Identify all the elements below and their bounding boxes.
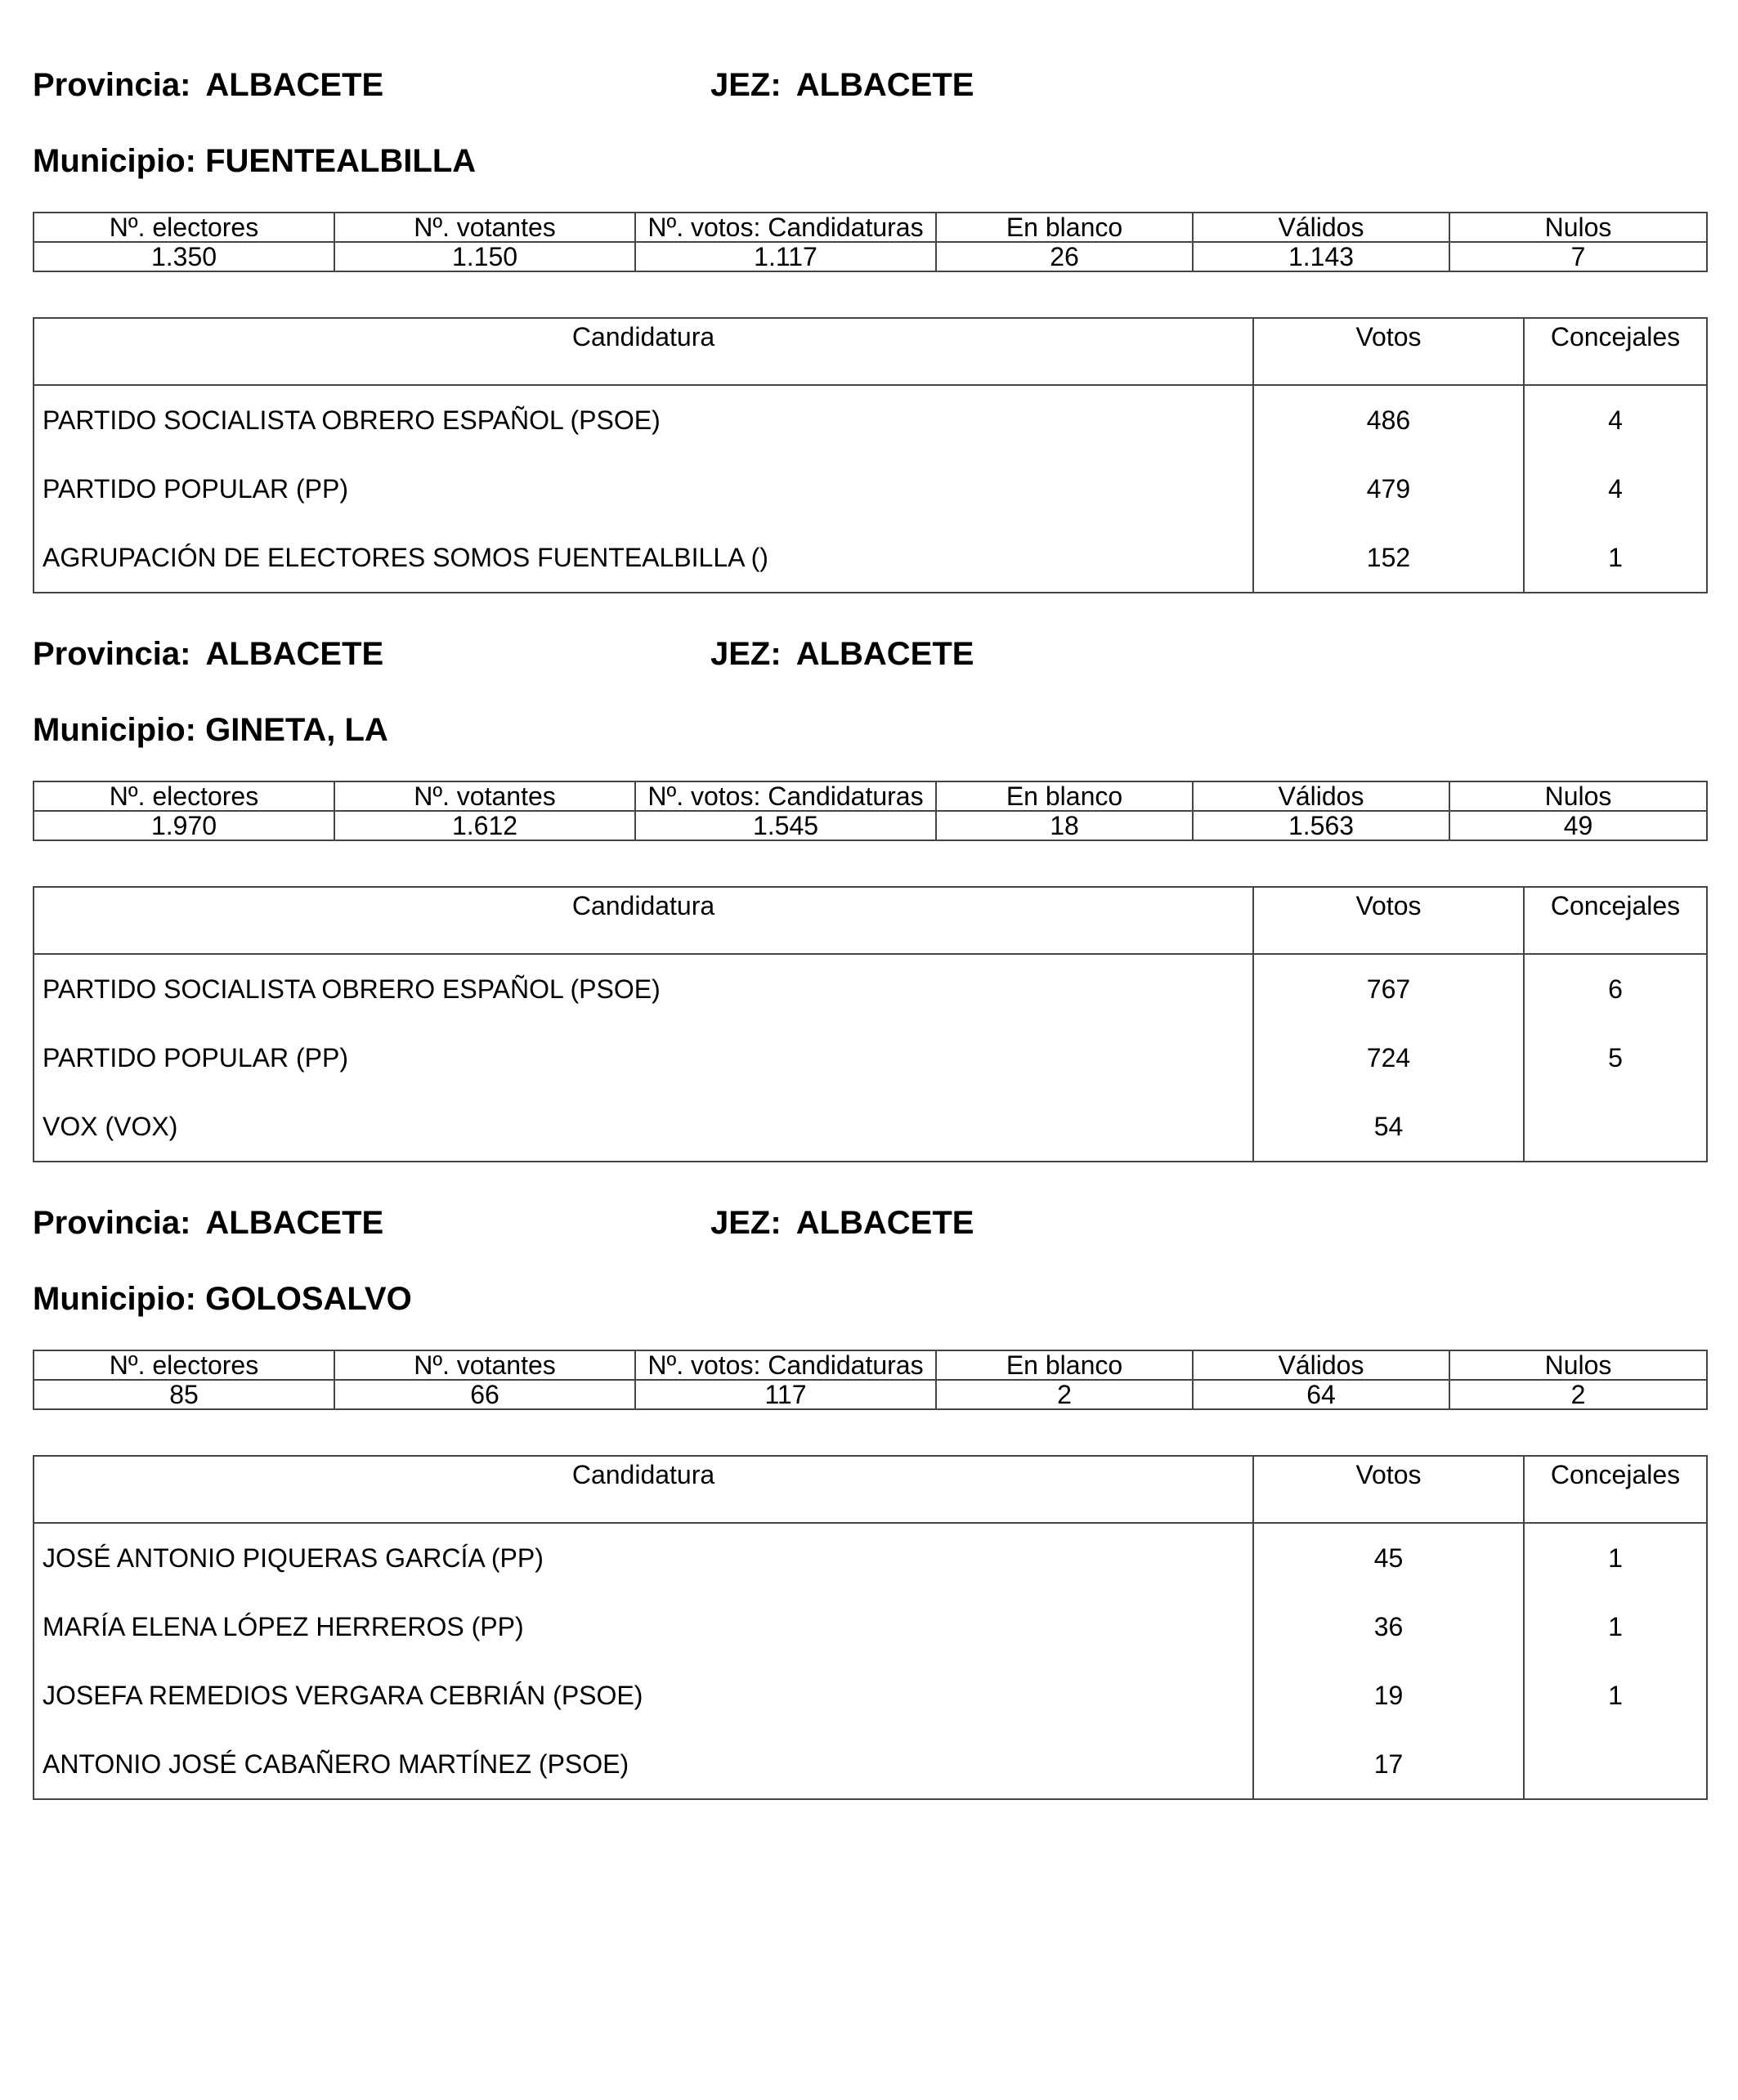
- summary-table: [33, 212, 1708, 272]
- candidate-name: VOX (VOX): [34, 1092, 1253, 1162]
- summary-header: Nº. votantes: [334, 781, 635, 811]
- table-row: [34, 1592, 1707, 1661]
- results-header: Concejales: [1524, 318, 1707, 385]
- summary-value: 66: [334, 1380, 635, 1409]
- jez-value: ALBACETE: [795, 67, 974, 103]
- results-header: Candidatura: [34, 1456, 1253, 1523]
- summary-table: [33, 781, 1708, 841]
- municipio-line: [33, 145, 476, 177]
- summary-value: 1.563: [1193, 811, 1449, 840]
- table-row: [34, 1023, 1707, 1092]
- candidate-seats: [1524, 1092, 1707, 1162]
- candidate-name: PARTIDO POPULAR (PP): [34, 454, 1253, 523]
- jez-label: JEZ:: [710, 1205, 782, 1241]
- summary-value: 1.612: [334, 811, 635, 840]
- candidate-seats: 4: [1524, 454, 1707, 523]
- summary-header-row: [34, 213, 1707, 242]
- summary-value: 1.143: [1193, 242, 1449, 271]
- results-header: Candidatura: [34, 887, 1253, 954]
- candidate-votes: 767: [1253, 954, 1524, 1023]
- summary-header: Nulos: [1449, 781, 1707, 811]
- jez-value: ALBACETE: [795, 1205, 974, 1241]
- candidate-votes: 19: [1253, 1661, 1524, 1730]
- table-row: [34, 1092, 1707, 1162]
- municipio-label: Municipio:: [33, 143, 196, 179]
- jez-value: ALBACETE: [795, 636, 974, 672]
- summary-header: En blanco: [936, 1350, 1193, 1380]
- candidate-seats: 5: [1524, 1023, 1707, 1092]
- candidate-votes: 486: [1253, 385, 1524, 454]
- results-header-row: [34, 887, 1707, 954]
- candidate-name: PARTIDO POPULAR (PP): [34, 1023, 1253, 1092]
- summary-value: 1.117: [635, 242, 936, 271]
- summary-header: Válidos: [1193, 1350, 1449, 1380]
- candidate-name: PARTIDO SOCIALISTA OBRERO ESPAÑOL (PSOE): [34, 385, 1253, 454]
- summary-header: Nº. electores: [34, 213, 334, 242]
- summary-value: 117: [635, 1380, 936, 1409]
- summary-value: 2: [936, 1380, 1193, 1409]
- results-header: Votos: [1253, 887, 1524, 954]
- results-header: Votos: [1253, 318, 1524, 385]
- jez-label: JEZ:: [710, 636, 782, 672]
- results-header-row: [34, 318, 1707, 385]
- candidate-name: AGRUPACIÓN DE ELECTORES SOMOS FUENTEALBILLA (): [34, 523, 1253, 593]
- summary-header: Nº. votantes: [334, 213, 635, 242]
- results-header: Candidatura: [34, 318, 1253, 385]
- results-table: [33, 317, 1708, 593]
- summary-header-row: [34, 1350, 1707, 1380]
- results-table: [33, 886, 1708, 1162]
- table-row: [34, 454, 1707, 523]
- summary-header: Válidos: [1193, 213, 1449, 242]
- summary-header: Nº. votos: Candidaturas: [635, 781, 936, 811]
- results-header-row: [34, 1456, 1707, 1523]
- candidate-votes: 724: [1253, 1023, 1524, 1092]
- table-row: [34, 1523, 1707, 1592]
- summary-value-row: [34, 811, 1707, 840]
- candidate-seats: 6: [1524, 954, 1707, 1023]
- candidate-votes: 479: [1253, 454, 1524, 523]
- municipio-label: Municipio:: [33, 1281, 196, 1317]
- provincia-value: ALBACETE: [205, 1205, 384, 1241]
- results-header: Concejales: [1524, 887, 1707, 954]
- summary-value-row: [34, 242, 1707, 271]
- candidate-name: PARTIDO SOCIALISTA OBRERO ESPAÑOL (PSOE): [34, 954, 1253, 1023]
- summary-header: En blanco: [936, 213, 1193, 242]
- summary-header: Nº. votos: Candidaturas: [635, 1350, 936, 1380]
- municipio-value: GOLOSALVO: [205, 1281, 412, 1317]
- summary-header: Nº. electores: [34, 781, 334, 811]
- summary-header: Nulos: [1449, 1350, 1707, 1380]
- provincia-line: [33, 638, 383, 670]
- candidate-name: JOSEFA REMEDIOS VERGARA CEBRIÁN (PSOE): [34, 1661, 1253, 1730]
- municipio-label: Municipio:: [33, 712, 196, 748]
- provincia-label: Provincia:: [33, 1205, 191, 1241]
- summary-table: [33, 1350, 1708, 1410]
- candidate-votes: 36: [1253, 1592, 1524, 1661]
- summary-value: 64: [1193, 1380, 1449, 1409]
- summary-value: 1.150: [334, 242, 635, 271]
- summary-value: 1.350: [34, 242, 334, 271]
- provincia-label: Provincia:: [33, 67, 191, 103]
- results-table: [33, 1455, 1708, 1800]
- candidate-name: ANTONIO JOSÉ CABAÑERO MARTÍNEZ (PSOE): [34, 1730, 1253, 1799]
- candidate-seats: [1524, 1730, 1707, 1799]
- candidate-votes: 45: [1253, 1523, 1524, 1592]
- provincia-label: Provincia:: [33, 636, 191, 672]
- summary-value: 49: [1449, 811, 1707, 840]
- summary-header: Nº. votos: Candidaturas: [635, 213, 936, 242]
- summary-value: 2: [1449, 1380, 1707, 1409]
- table-row: [34, 1661, 1707, 1730]
- summary-header: Nº. electores: [34, 1350, 334, 1380]
- provincia-value: ALBACETE: [205, 636, 384, 672]
- summary-header: Nulos: [1449, 213, 1707, 242]
- candidate-name: MARÍA ELENA LÓPEZ HERREROS (PP): [34, 1592, 1253, 1661]
- summary-header: Válidos: [1193, 781, 1449, 811]
- summary-value: 1.545: [635, 811, 936, 840]
- municipio-value: FUENTEALBILLA: [205, 143, 477, 179]
- municipio-line: [33, 1283, 412, 1315]
- summary-value: 7: [1449, 242, 1707, 271]
- table-row: [34, 1730, 1707, 1799]
- results-header: Votos: [1253, 1456, 1524, 1523]
- jez-line: [710, 69, 974, 101]
- candidate-seats: 1: [1524, 1592, 1707, 1661]
- municipio-value: GINETA, LA: [205, 712, 388, 748]
- table-row: [34, 523, 1707, 593]
- candidate-seats: 1: [1524, 1661, 1707, 1730]
- jez-line: [710, 638, 974, 670]
- candidate-seats: 4: [1524, 385, 1707, 454]
- jez-label: JEZ:: [710, 67, 782, 103]
- summary-value: 18: [936, 811, 1193, 840]
- table-row: [34, 954, 1707, 1023]
- candidate-votes: 54: [1253, 1092, 1524, 1162]
- candidate-votes: 17: [1253, 1730, 1524, 1799]
- candidate-name: JOSÉ ANTONIO PIQUERAS GARCÍA (PP): [34, 1523, 1253, 1592]
- municipio-line: [33, 714, 388, 746]
- candidate-seats: 1: [1524, 523, 1707, 593]
- summary-header-row: [34, 781, 1707, 811]
- summary-header: En blanco: [936, 781, 1193, 811]
- jez-line: [710, 1207, 974, 1239]
- summary-value-row: [34, 1380, 1707, 1409]
- summary-value: 85: [34, 1380, 334, 1409]
- results-header: Concejales: [1524, 1456, 1707, 1523]
- summary-value: 26: [936, 242, 1193, 271]
- candidate-seats: 1: [1524, 1523, 1707, 1592]
- candidate-votes: 152: [1253, 523, 1524, 593]
- provincia-line: [33, 69, 383, 101]
- table-row: [34, 385, 1707, 454]
- summary-header: Nº. votantes: [334, 1350, 635, 1380]
- provincia-line: [33, 1207, 383, 1239]
- provincia-value: ALBACETE: [205, 67, 384, 103]
- summary-value: 1.970: [34, 811, 334, 840]
